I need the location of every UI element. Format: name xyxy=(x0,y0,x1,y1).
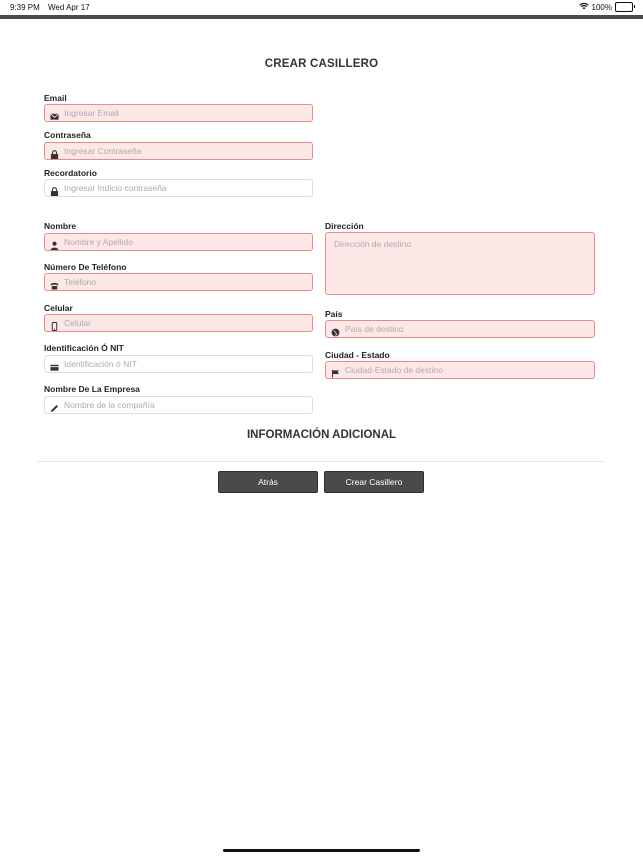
city-state-input[interactable] xyxy=(345,363,594,377)
envelope-icon xyxy=(50,112,59,121)
status-time: 9:39 PM xyxy=(10,3,40,12)
phone-field[interactable] xyxy=(44,273,313,291)
password-label: Contraseña xyxy=(44,130,91,140)
battery-percent: 100% xyxy=(591,2,612,12)
email-label: Email xyxy=(44,93,67,103)
company-label: Nombre De La Empresa xyxy=(44,384,140,394)
tax-id-label: Identificación Ó NIT xyxy=(44,343,124,353)
mobile-field[interactable] xyxy=(44,314,313,332)
name-input[interactable] xyxy=(64,235,312,249)
city-state-field[interactable] xyxy=(325,361,595,379)
page-title: CREAR CASILLERO xyxy=(264,58,379,70)
battery-icon xyxy=(615,2,633,12)
address-input[interactable] xyxy=(326,233,594,294)
status-date: Wed Apr 17 xyxy=(48,3,90,12)
address-field[interactable] xyxy=(325,232,595,295)
password-input[interactable] xyxy=(64,144,312,158)
country-label: País xyxy=(325,309,343,319)
mobile-input[interactable] xyxy=(64,316,312,330)
tax-id-input[interactable] xyxy=(64,357,312,371)
password-field[interactable] xyxy=(44,142,313,160)
home-indicator[interactable] xyxy=(223,849,420,852)
reminder-field[interactable] xyxy=(44,179,313,197)
wifi-icon xyxy=(579,2,589,12)
status-right xyxy=(579,2,633,12)
country-field[interactable] xyxy=(325,320,595,338)
person-icon xyxy=(50,241,59,250)
city-state-label: Ciudad - Estado xyxy=(325,350,390,360)
flag-icon xyxy=(331,369,340,378)
status-bar xyxy=(0,0,643,15)
reminder-label: Recordatorio xyxy=(44,168,97,178)
section-divider xyxy=(37,461,605,462)
globe-icon xyxy=(331,328,340,337)
phone-icon xyxy=(50,281,59,290)
pencil-icon xyxy=(50,404,59,413)
company-field[interactable] xyxy=(44,396,313,414)
mobile-label: Celular xyxy=(44,303,73,313)
phone-input[interactable] xyxy=(64,275,312,289)
email-field[interactable] xyxy=(44,104,313,122)
lock-icon xyxy=(50,150,59,159)
reminder-input[interactable] xyxy=(64,181,312,195)
company-input[interactable] xyxy=(64,398,312,412)
additional-info-title: INFORMACIÓN ADICIONAL xyxy=(246,429,397,441)
country-input[interactable] xyxy=(345,322,594,336)
top-divider xyxy=(0,15,643,19)
mobile-icon xyxy=(50,322,59,331)
create-locker-button[interactable]: Crear Casillero xyxy=(324,471,424,493)
lock-icon xyxy=(50,187,59,196)
name-label: Nombre xyxy=(44,221,77,231)
phone-label: Número De Teléfono xyxy=(44,262,127,272)
tax-id-field[interactable] xyxy=(44,355,313,373)
back-button[interactable]: Atrás xyxy=(218,471,318,493)
email-input[interactable] xyxy=(64,106,312,120)
name-field[interactable] xyxy=(44,233,313,251)
id-card-icon xyxy=(50,363,59,372)
address-label: Dirección xyxy=(325,221,364,231)
